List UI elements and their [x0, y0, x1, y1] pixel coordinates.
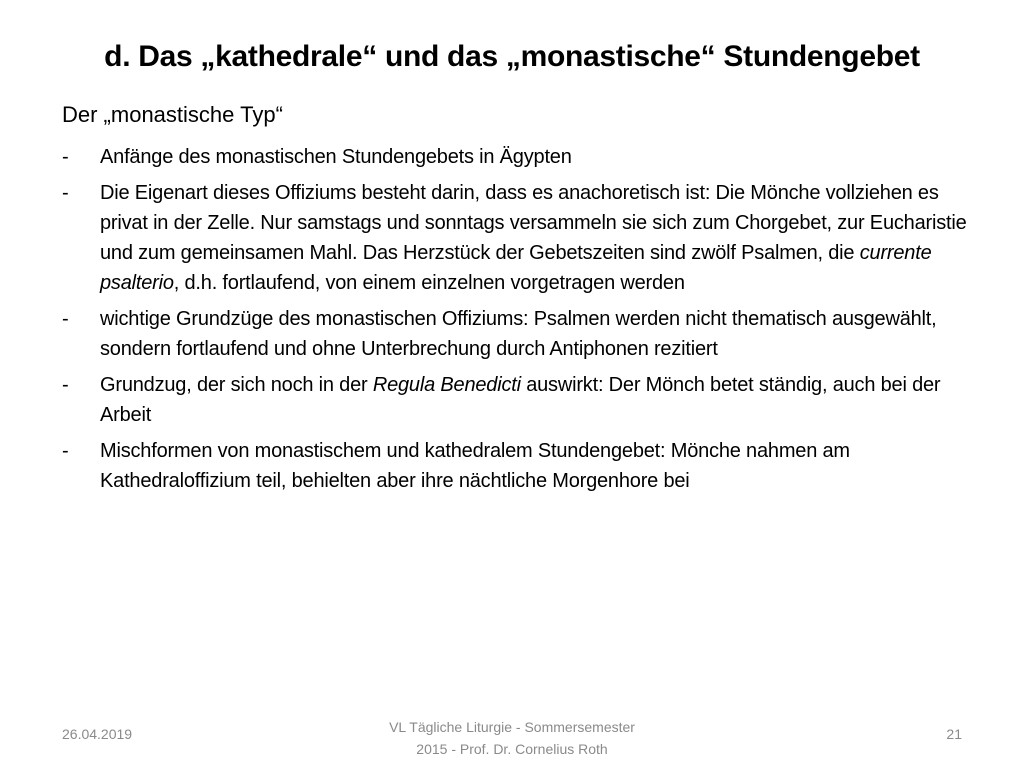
bullet-text: Anfänge des monastischen Stundengebets in Ägypten: [100, 146, 572, 168]
bullet-dash: -: [62, 374, 69, 396]
bullet-text: wichtige Grundzüge des monastischen Offiziums: Psalmen werden nicht thematisch ausgewählt, sondern fortlaufend und ohne Unterbrechung durch Antiphonen rezitiert: [100, 308, 937, 360]
page-number: 21: [946, 726, 962, 742]
bullet-dash: -: [62, 440, 69, 462]
footer-course-info: [362, 716, 662, 760]
bullet-item: [62, 436, 972, 496]
bullet-item: [62, 304, 972, 364]
footer-course-line-1: VL Tägliche Liturgie - Sommersemester: [389, 719, 635, 735]
bullet-dash: -: [62, 146, 69, 168]
bullet-dash: -: [62, 308, 69, 330]
bullet-item: [62, 370, 972, 430]
bullet-text-after: auswirkt: Der Mönch betet ständig, auch bei der Arbeit: [100, 374, 941, 426]
slide-content: [62, 100, 972, 502]
section-heading: Der „monastische Typ“: [62, 102, 283, 127]
bullet-item: [62, 178, 972, 298]
footer-course-line-2: 2015 - Prof. Dr. Cornelius Roth: [416, 741, 608, 757]
bullet-text: Die Eigenart dieses Offiziums besteht darin, dass es anachoretisch ist: Die Mönche vollziehen es privat in der Zelle. Nur samstags und sonntags versammeln sie sich zum Chorgebet, zur Eucharistie und zum gemeinsamen Mahl. Das Herzstück der Gebetszeiten sind zwölf Psalmen, die: [100, 182, 967, 264]
bullet-italic-text: Regula Benedicti: [372, 374, 521, 396]
bullet-dash: -: [62, 182, 69, 204]
bullet-text: Mischformen von monastischem und kathedralem Stundengebet: Mönche nahmen am Kathedraloffizium teil, behielten aber ihre nächtliche Morgenhore bei: [100, 440, 850, 492]
bullet-text-after: , d.h. fortlaufend, von einem einzelnen vorgetragen werden: [173, 272, 685, 294]
footer-date: 26.04.2019: [62, 726, 133, 742]
bullet-text: Grundzug, der sich noch in der: [100, 374, 373, 396]
bullet-item: [62, 142, 972, 172]
bullet-list: [62, 142, 972, 496]
slide-title: d. Das „kathedrale“ und das „monastische“ Stundengebet: [104, 40, 920, 73]
bullet-italic-text: currente psalterio: [100, 242, 932, 294]
